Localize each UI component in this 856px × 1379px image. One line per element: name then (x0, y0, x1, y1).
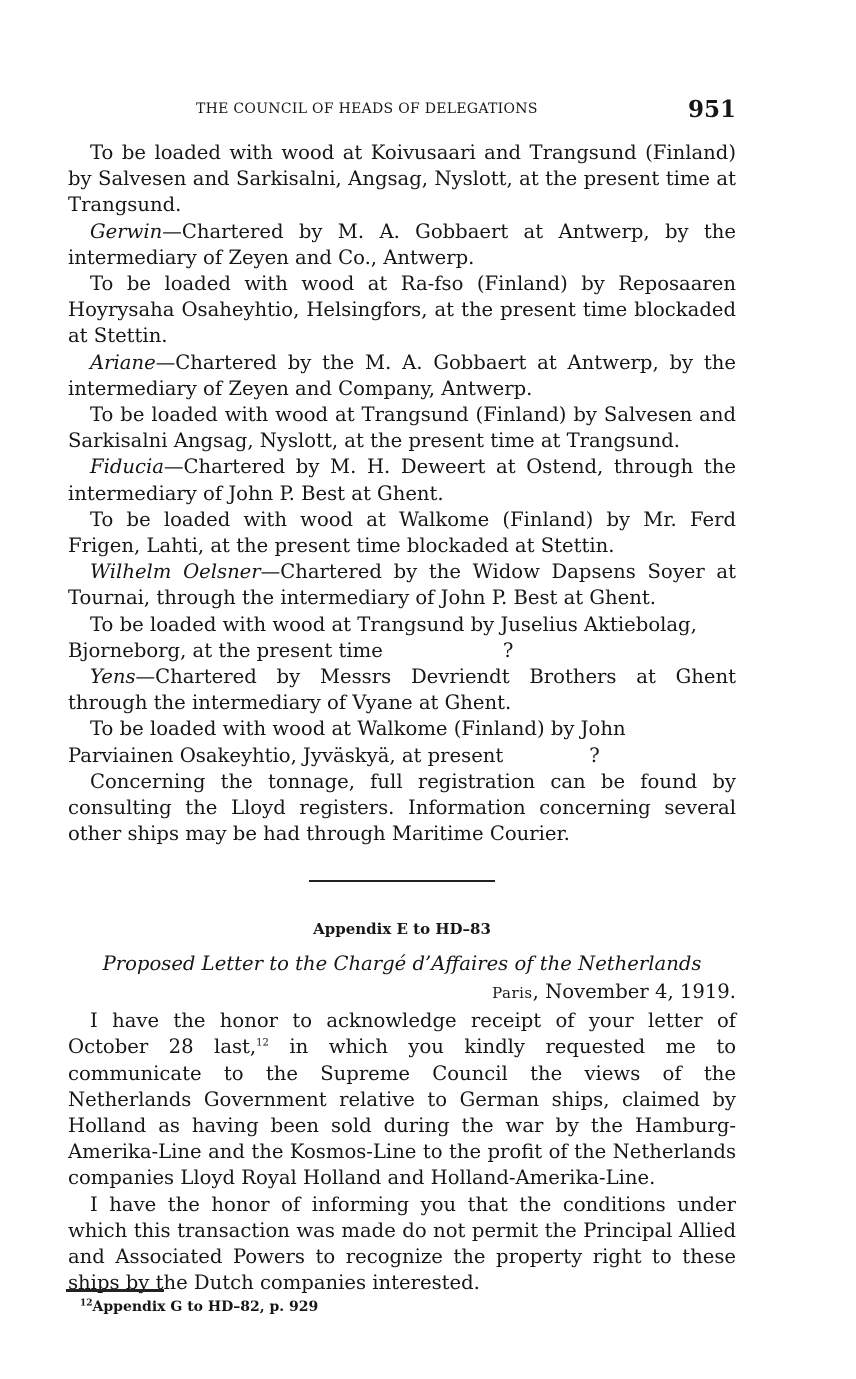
section-divider (309, 880, 495, 882)
paragraph: To be loaded with wood at Ra-fso (Finland) by Reposaaren Hoyrysaha Osaheyhtio, Helsingfors, at the present time blockaded at Stettin. (68, 272, 736, 348)
appendix-title: Appendix E to HD–83 (313, 920, 491, 939)
footnote-number: 12 (80, 1298, 93, 1309)
footnote (80, 1299, 318, 1315)
paragraph: I have the honor of informing you that the conditions under which this transaction was made do not permit the Principal Allied and Associated Powers to recognize the property right to these ships by the Dutch companies interested. (68, 1192, 736, 1295)
paragraph: Fiducia—Chartered by M. H. Deweert at Ostend, through the intermediary of John P. Best at Ghent. (68, 455, 736, 505)
date: , November 4, 1919. (532, 979, 736, 1003)
paragraph: I have the honor to acknowledge receipt of your letter of October 28 last,$^{12}$ in which you kindly requested me to communicate to the Supreme Council the views of the Netherlands Government relative to German ships, claimed by Holland as having been sold during the war by the Hamburg-Amerika-Line and the Kosmos-Line to the profit of the Netherlands companies Lloyd Royal Holland and Holland-Amerika-Line. (68, 1009, 736, 1190)
body-text (68, 140, 736, 1296)
dateline (68, 979, 736, 1006)
paragraph: To be loaded with wood at Koivusaari and Trangsund (Finland) by Salvesen and Sarkisalni, Angsag, Nyslott, at the present time at Trangsund. (68, 141, 736, 217)
paragraph: To be loaded with wood at Walkome (Finland) by John Parviainen Osakeyhtio, Jyväskyä, at present ? (68, 717, 626, 767)
paragraph: Gerwin—Chartered by M. A. Gobbaert at Antwerp, by the intermediary of Zeyen and Co., Antwerp. (68, 219, 736, 269)
paragraph: To be loaded with wood at Trangsund (Finland) by Salvesen and Sarkisalni Angsag, Nyslott, at the present time at Trangsund. (68, 403, 736, 453)
paragraph: To be loaded with wood at Walkome (Finland) by Mr. Ferd Frigen, Lahti, at the present time blockaded at Stettin. (68, 507, 736, 558)
paragraph: Wilhelm Oelsner—Chartered by the Widow Dapsens Soyer at Tournai, through the intermediary of John P. Best at Ghent. (68, 560, 736, 610)
place: Paris (492, 983, 533, 1002)
illegible-mark: ? (589, 743, 600, 767)
paragraph: Yens—Chartered by Messrs Devriendt Brothers at Ghent through the intermediary of Vyane at Ghent. (68, 665, 736, 715)
illegible-mark: ? (502, 638, 514, 662)
ship-name: Wilhelm Oelsner (90, 560, 261, 584)
ship-name: Yens (90, 665, 136, 689)
footnote-rule (66, 1289, 164, 1292)
paragraph: Concerning the tonnage, full registration can be found by consulting the Lloyd registers. Information concerning several other ships may be had through Maritime Courier. (68, 769, 736, 846)
footnote-ref: 12 (256, 1037, 269, 1049)
paragraph: To be loaded with wood at Trangsund by Juselius Aktiebolag, Bjorneborg, at the present time ? (68, 612, 697, 662)
paragraph: Ariane—Chartered by the M. A. Gobbaert at Antwerp, by the intermediary of Zeyen and Company, Antwerp. (68, 350, 736, 400)
letter-title: Proposed Letter to the Chargé d’Affaires of the Netherlands (102, 951, 702, 975)
footnote-text: Appendix G to HD–82, p. 929 (92, 1299, 319, 1315)
page-number: 951 (687, 96, 736, 123)
ship-name: Ariane (90, 350, 156, 374)
page-header (68, 96, 736, 126)
ship-name: Gerwin (90, 219, 163, 243)
running-title: THE COUNCIL OF HEADS OF DELEGATIONS (196, 101, 538, 117)
ship-name: Fiducia (90, 455, 164, 479)
